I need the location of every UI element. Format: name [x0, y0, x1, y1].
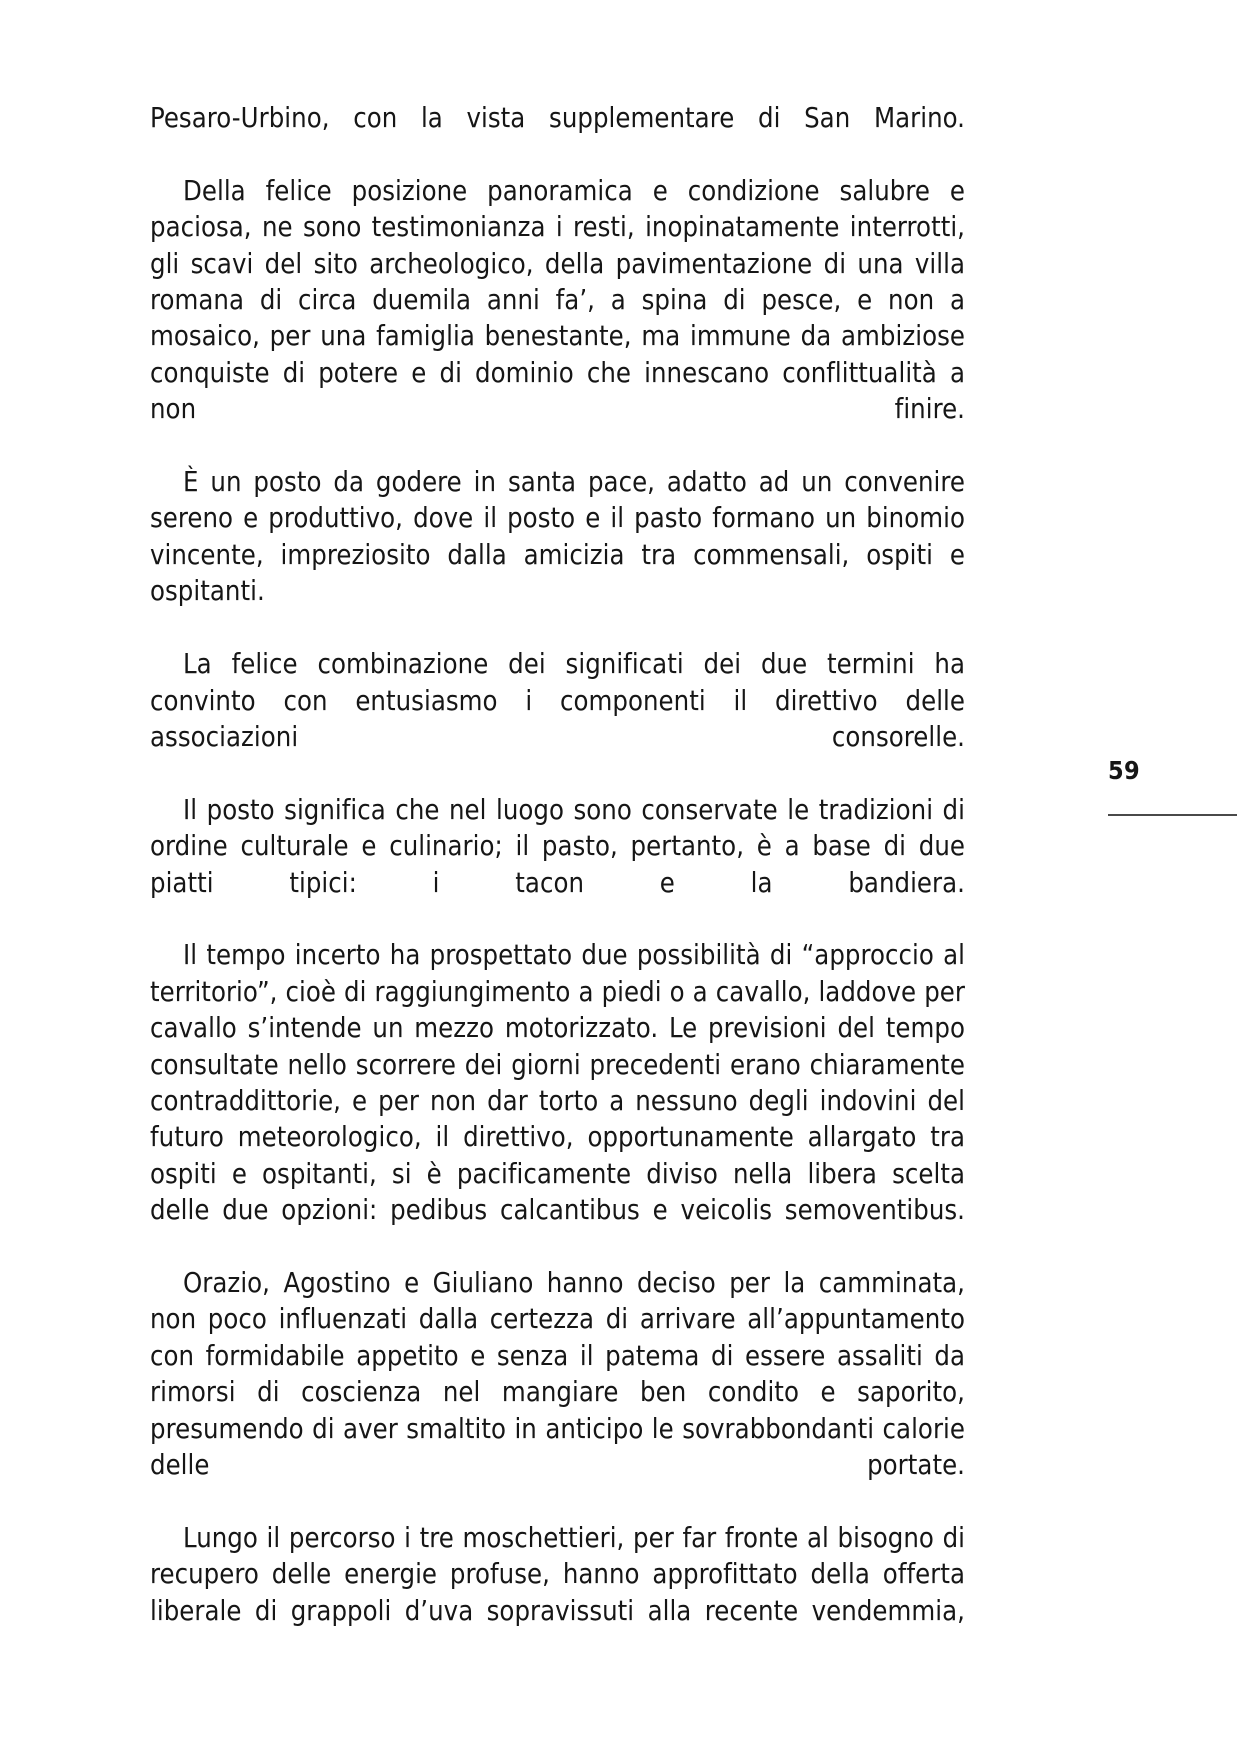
paragraph: Lungo il percorso i tre moschettieri, per far fronte al bisogno di recupero delle energie profuse, hanno approfittato della offerta liberale di grappoli d’uva sopravissuti alla recente vendemmia,: [150, 1522, 965, 1627]
paragraph: Il tempo incerto ha prospettato due possibilità di “approccio al territorio”, cioè di raggiungimento a piedi o a cavallo, laddove per cavallo s’intende un mezzo motorizzato. Le previsioni del tempo consultate nello scorrere dei giorni precedenti erano chiaramente contraddittorie, e per non dar torto a nessuno degli indovini del futuro meteorologico, il direttivo, opportunamente allargato tra ospiti e ospitanti, si è pacificamente diviso nella libera scelta delle due opzioni: pedibus calcantibus e veicolis semoventibus.: [150, 940, 965, 1227]
page-number: 59: [1108, 756, 1140, 785]
paragraph: Il posto significa che nel luogo sono conservate le tradizioni di ordine culturale e culinario; il pasto, pertanto, è a base di due piatti tipici: i tacon e la bandiera.: [150, 794, 965, 899]
paragraph: È un posto da godere in santa pace, adatto ad un convenire sereno e produttivo, dove il posto e il pasto formano un binomio vincente, impreziosito dalla amicizia tra commensali, ospiti e ospitanti.: [150, 467, 965, 608]
body-text-column: [150, 101, 965, 1666]
paragraph: Orazio, Agostino e Giuliano hanno deciso per la camminata, non poco influenzati dalla certezza di arrivare all’appuntamento con formidabile appetito e senza il patema di essere assaliti da rimorsi di coscienza nel mangiare ben condito e saporito, presumendo di aver smaltito in anticipo le sovrabbondanti calorie delle portate.: [150, 1268, 965, 1482]
paragraph: Della felice posizione panoramica e condizione salubre e paciosa, ne sono testimonianza i resti, inopinatamente interrotti, gli scavi del sito archeologico, della pavimentazione di una villa romana di circa duemila anni fa’, a spina di pesce, e non a mosaico, per una famiglia benestante, ma immune da ambiziose conquiste di potere e di dominio che innescano conflittualità a non finire.: [150, 175, 965, 426]
folio-block: [1108, 756, 1238, 816]
folio-divider: [1108, 814, 1237, 816]
paragraph: La felice combinazione dei significati dei due termini ha convinto con entusiasmo i componenti il direttivo delle associazioni consorelle.: [150, 649, 965, 753]
paragraph: Pesaro-Urbino, con la vista supplementare di San Marino.: [150, 103, 965, 134]
